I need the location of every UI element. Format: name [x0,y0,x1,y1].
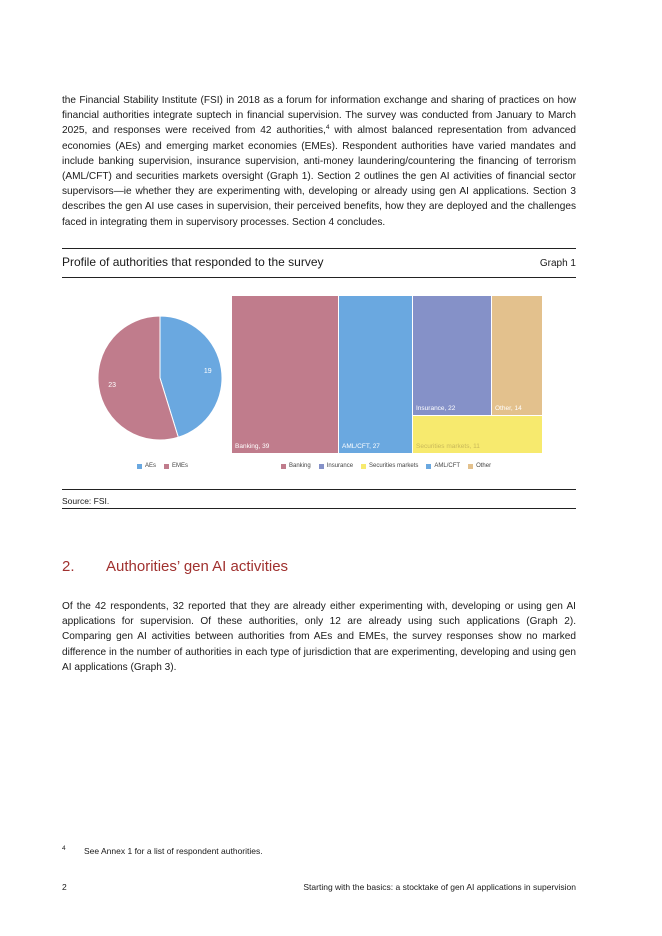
footnote-reference[interactable]: 4 [325,124,330,132]
legend-swatch [281,464,286,469]
legend-item-emes [164,463,188,469]
legend-item-other [468,463,491,469]
legend-item-insurance [319,463,353,469]
legend-label-aes: AEs [145,463,157,469]
legend-label-insurance: Insurance [326,463,354,469]
legend-swatch [319,464,324,469]
graph-number: Graph 1 [539,258,576,269]
graph-header-rule [62,277,576,278]
legend-item-aml-cft [426,463,460,469]
page-number: 2 [62,882,67,892]
graph-title: Profile of authorities that responded to the survey [62,255,324,269]
intro-paragraph [62,93,576,230]
legend-swatch-aes [137,464,142,469]
legend-label-emes: EMEs [172,463,189,469]
legend-swatch [426,464,431,469]
section-number: 2. [62,558,75,575]
footnote-mark: 4 [62,845,66,852]
legend-item-securities [361,463,418,469]
treemap-label-securities: Securities markets, 11 [416,443,480,450]
pie-label-aes: 19 [203,367,212,375]
graph-top-rule [62,248,576,249]
legend-label-other: Other [476,463,492,469]
intro-text-a: the Financial Stability Institute (FSI) in 2018 as a forum for information exchange and sharing of practices on how financial authorities integrate suptech in financial supervision. The survey was conducted from January to March 2025, and responses were received from 42 authorities, [62,95,576,137]
legend-label-banking: Banking [289,463,311,469]
source-rule [62,508,576,509]
treemap-tile-other [492,296,542,415]
legend-label-securities: Securities markets [369,463,419,469]
legend-swatch [361,464,366,469]
pie-label-emes: 23 [108,382,117,390]
legend-label-aml-cft: AML/CFT [434,463,461,469]
treemap-label-other: Other, 14 [495,405,522,412]
treemap-label-aml-cft: AML/CFT, 27 [342,443,380,450]
treemap-label-insurance: Insurance, 22 [416,405,456,412]
legend-item-aes [137,463,156,469]
intro-text-b: with almost balanced representation from advanced economies (AEs) and emerging market economies (EMEs). Respondent authorities have varied mandates and include banking supervision, insurance supervision, anti-money laundering/countering the financing of terrorism (AML/CFT) and securities markets oversight (Graph 1). Section 2 outlines the gen AI activities of financial sector supervisors—ie whether they are experimenting with, developing or already using gen AI applications. Section 3 describes the gen AI use cases in supervision, their perceived benefits, how they are deployed and the challenges faced in integrating them in supervisory processes. Section 4 concludes. [62,125,576,228]
graph-source: Source: FSI. [62,496,110,506]
footnote-text: See Annex 1 for a list of respondent authorities. [84,846,263,856]
legend-item-banking [281,463,311,469]
treemap-tile-aml-cft [339,296,412,453]
treemap-label-banking: Banking, 39 [235,443,270,450]
legend-swatch [468,464,473,469]
treemap-tile-banking [232,296,338,453]
running-title: Starting with the basics: a stocktake of gen AI applications in supervision [303,882,576,892]
pie-legend [137,463,188,469]
graph-bottom-rule [62,489,576,490]
section-title: Authorities’ gen AI activities [106,558,289,575]
section-body: Of the 42 respondents, 32 reported that they are already either experimenting with, developing or using gen AI applications for supervision. Of these authorities, only 12 are already using such applications (Graph 2). Comparing gen AI activities between authorities from AEs and EMEs, the survey responses show no marked difference in the number of authorities in each type of jurisdiction that are experimenting, developing and using gen AI applications (Graph 3). [62,601,576,673]
treemap-tile-insurance [413,296,491,415]
treemap-chart [232,296,542,453]
treemap-tile-securities [413,416,542,453]
pie-chart [90,310,230,450]
legend-swatch-emes [164,464,169,469]
treemap-legend [281,463,491,469]
